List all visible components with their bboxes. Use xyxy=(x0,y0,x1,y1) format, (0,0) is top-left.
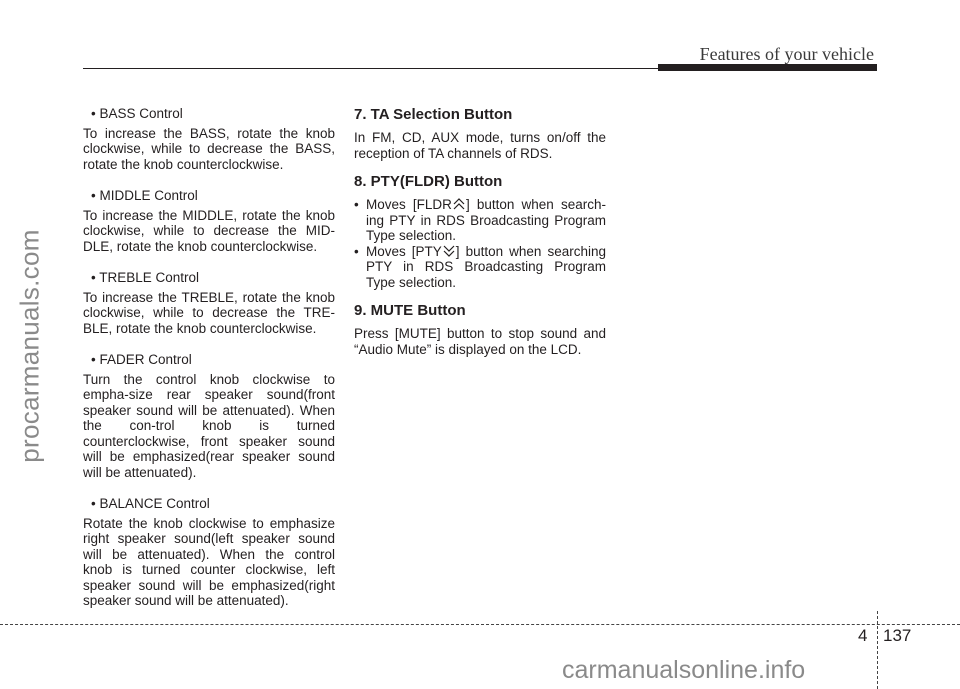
pty-bullet-fldr-post: ] button when search-ing PTY in RDS Broadcasting Program Type selection. xyxy=(366,197,606,243)
pty-bullet-pty-post: ] button when searching PTY in RDS Broadcasting Program Type selection. xyxy=(366,243,606,290)
balance-control-text: Rotate the knob clockwise to emphasize right speaker sound(left speaker sound will be attenuated). When the control knob is turned counter clockwise, left speaker sound will be emphasized(right speaker sound will be attenuated). xyxy=(83,515,335,608)
bullet-dot: • xyxy=(354,197,359,212)
right-column xyxy=(354,106,606,369)
left-column xyxy=(83,106,335,625)
page-number: 137 xyxy=(883,626,912,645)
treble-control-section xyxy=(83,270,335,336)
pty-bullet-fldr-pre: Moves [FLDR xyxy=(366,197,452,212)
fader-control-section xyxy=(83,352,335,480)
ta-heading: 7. TA Selection Button xyxy=(354,106,513,123)
fader-control-title: • FADER Control xyxy=(91,352,192,367)
pty-heading: 8. PTY(FLDR) Button xyxy=(354,173,503,190)
footer-rule xyxy=(0,624,960,625)
ta-section xyxy=(354,106,606,161)
treble-control-text: To increase the TREBLE, rotate the knob clockwise, while to decrease the TRE-BLE, rotate the knob counterclockwise. xyxy=(83,289,335,336)
middle-control-text: To increase the MIDDLE, rotate the knob clockwise, while to decrease the MID-DLE, rotate the knob counterclockwise. xyxy=(83,207,335,254)
bass-control-text: To increase the BASS, rotate the knob clockwise, while to decrease the BASS, rotate the knob counterclockwise. xyxy=(83,125,335,172)
bass-control-section xyxy=(83,106,335,172)
treble-control-title: • TREBLE Control xyxy=(91,270,200,285)
balance-control-section xyxy=(83,496,335,609)
ta-text: In FM, CD, AUX mode, turns on/off the reception of TA channels of RDS. xyxy=(354,130,606,161)
fader-control-text: Turn the control knob clockwise to empha-size rear speaker sound(front speaker sound will be attenuated). When the con-trol knob is turned counterclockwise, front speaker sound will be emphasized(rear speaker sound will be attenuated). xyxy=(83,371,335,480)
footer-divider xyxy=(877,611,878,689)
pty-bullet-pty xyxy=(354,244,606,291)
mute-heading: 9. MUTE Button xyxy=(354,302,466,319)
bass-control-title: • BASS Control xyxy=(91,106,183,121)
mute-text: Press [MUTE] button to stop sound and “Audio Mute” is displayed on the LCD. xyxy=(354,326,606,357)
middle-control-title: • MIDDLE Control xyxy=(91,188,198,203)
header-bar xyxy=(658,64,877,71)
pty-bullet-pty-pre: Moves [PTY xyxy=(366,243,442,259)
middle-control-section xyxy=(83,188,335,254)
header-rule xyxy=(83,68,663,69)
double-chevron-down-icon xyxy=(442,244,456,258)
chapter-number: 4 xyxy=(858,626,868,645)
pty-section xyxy=(354,173,606,290)
running-header-title: Features of your vehicle xyxy=(699,44,874,64)
bullet-dot: • xyxy=(354,243,359,259)
side-watermark: procarmanuals.com xyxy=(14,229,45,463)
balance-control-title: • BALANCE Control xyxy=(91,496,210,511)
bottom-watermark: carmanualsonline.info xyxy=(562,656,806,684)
pty-bullet-fldr xyxy=(354,197,606,244)
mute-section xyxy=(354,302,606,357)
double-chevron-up-icon xyxy=(452,197,466,211)
